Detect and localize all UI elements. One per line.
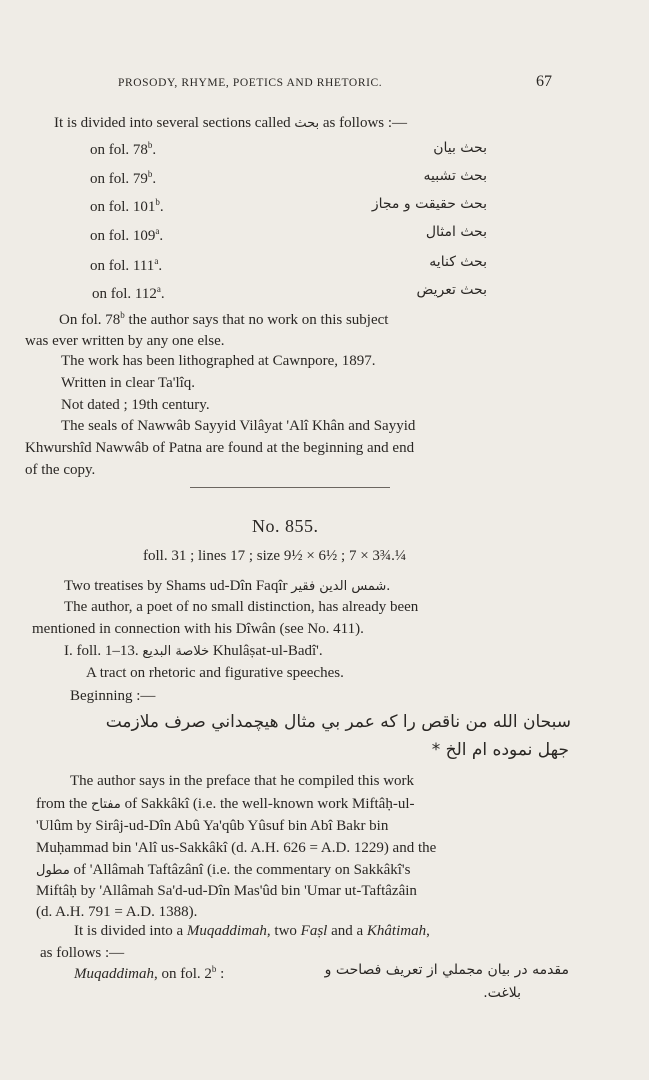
preface-line4: Muḥammad bin 'Alî us-Sakkâkî (d. A.H. 626 = A.D. 1229) and the <box>36 840 437 856</box>
beginning-arabic-2: جهل نموده ام الخ * <box>431 740 569 760</box>
note-script: Written in clear Ta'lîq. <box>61 375 196 391</box>
section-arabic-5: بحث كنايه <box>429 254 487 270</box>
preface-line2: from the مفتاح of Sakkâkî (i.e. the well-known work Miftâḥ-ul- <box>36 796 415 812</box>
intro-text: It is divided into several sections called <box>54 115 291 131</box>
section-label-1: on fol. 78$^b$. <box>90 140 157 158</box>
section-label-2: on fol. 79$^b$. <box>90 169 157 187</box>
entry-number: No. 855. <box>252 516 319 536</box>
beginning-label: Beginning :— <box>70 688 156 704</box>
seals-line2: Khwurshîd Nawwâb of Patna are found at the beginning and end <box>25 440 415 456</box>
beginning-arabic-1: سبحان الله من ناقص را كه عمر بي مثال هيچمداني صرف ملازمت <box>105 712 571 732</box>
tract-line: A tract on rhetoric and figurative speeches. <box>86 665 344 681</box>
author-line1: The author, a poet of no small distinction, has already been <box>64 599 419 615</box>
preface-line5: مطول of 'Allâmah Taftâzânî (i.e. the commentary on Sakkâkî's <box>36 862 411 878</box>
section-divider <box>190 487 390 488</box>
preface-line3: 'Ulûm by Sirâj-ud-Dîn Abû Ya'qûb Yûsuf bin Abî Bakr bin <box>36 818 389 834</box>
running-title: PROSODY, RHYME, POETICS AND RHETORIC. <box>118 77 383 89</box>
intro-arabic: بحث <box>294 116 320 131</box>
division-line1: It is divided into a Muqaddimah, two Faṣl and a Khâtimah, <box>74 923 430 939</box>
section-label-4: on fol. 109$^a$. <box>90 226 164 244</box>
treatise-line: Two treatises by Shams ud-Dîn Faqîr شمس الدين فقير. <box>64 578 391 594</box>
intro-tail: as follows :— <box>322 115 408 131</box>
note-lithographed: The work has been lithographed at Cawnpore, 1897. <box>61 353 376 369</box>
entry-specs: foll. 31 ; lines 17 ; size 9½ × 6½ ; 7 × 3¾.¼ <box>143 548 407 564</box>
part1-line: I. foll. 1–13. خلاصة البديع Khulâṣat-ul-Badî'. <box>64 643 323 659</box>
division-line2: as follows :— <box>40 945 125 961</box>
intro-line <box>54 113 407 134</box>
page-number: 67 <box>536 73 552 90</box>
section-label-5: on fol. 111$^a$. <box>90 256 163 274</box>
section-arabic-2: بحث تشبيه <box>423 168 487 184</box>
note-date: Not dated ; 19th century. <box>61 397 210 413</box>
section-label-6: on fol. 112$^a$. <box>92 284 165 302</box>
author-line2: mentioned in connection with his Dîwân (see No. 411). <box>32 621 364 637</box>
para1-line2: was ever written by any one else. <box>25 333 225 349</box>
preface-line1: The author says in the preface that he compiled this work <box>70 773 415 789</box>
section-arabic-1: بحث بيان <box>433 140 487 156</box>
section-arabic-4: بحث امثال <box>425 224 487 240</box>
preface-line6: Miftâḥ by 'Allâmah Sa'd-ud-Dîn Mas'ûd bin 'Umar ut-Taftâzâin <box>36 883 417 899</box>
preface-line7: (d. A.H. 791 = A.D. 1388). <box>36 904 198 920</box>
seals-line1: The seals of Nawwâb Sayyid Vilâyat 'Alî Khân and Sayyid <box>61 418 416 434</box>
section-arabic-6: بحث تعريض <box>416 282 487 298</box>
muqaddimah-arabic-2: بلاغت. <box>483 985 521 1001</box>
muqaddimah-arabic-1: مقدمه در بيان مجملي از تعريف فصاحت و <box>324 962 569 978</box>
section-arabic-3: بحث حقيقت و مجاز <box>371 196 487 212</box>
section-label-3: on fol. 101$^b$. <box>90 197 164 215</box>
para1-line1: On fol. 78$^b$ the author says that no work on this subject <box>59 310 389 328</box>
muqaddimah-item: Muqaddimah, on fol. 2$^b$ : <box>74 964 225 982</box>
seals-line3: of the copy. <box>25 462 96 478</box>
